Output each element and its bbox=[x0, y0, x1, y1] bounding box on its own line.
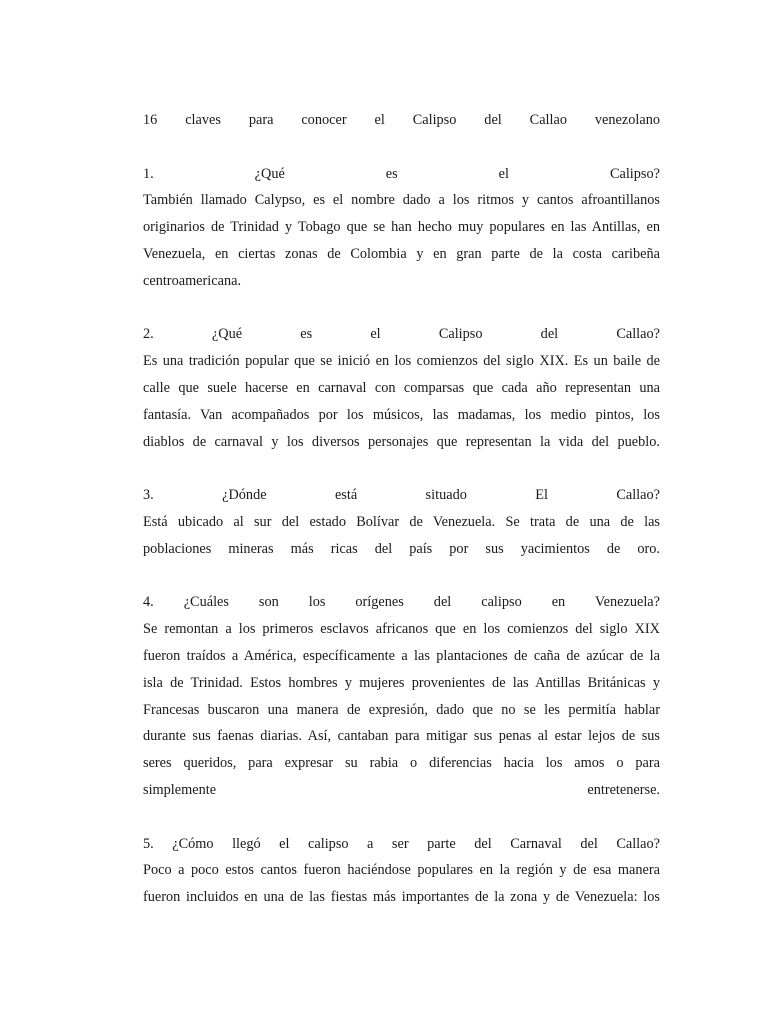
section-4 bbox=[143, 589, 660, 803]
body-line: durante sus faenas diarias. Así, cantaban para mitigar sus penas al estar lejos de sus bbox=[143, 728, 660, 745]
paragraph-spacer bbox=[143, 563, 660, 590]
body-line: Está ubicado al sur del estado Bolívar de Venezuela. Se trata de una de las bbox=[143, 513, 660, 530]
body-line: fueron traídos a América, específicamente a las plantaciones de caña de azúcar de la bbox=[143, 647, 660, 664]
paragraph-spacer bbox=[143, 455, 660, 482]
section-5 bbox=[143, 831, 660, 911]
body-line: fueron incluidos en una de las fiestas más importantes de la zona y de Venezuela: los bbox=[143, 889, 660, 906]
body-line: diablos de carnaval y los diversos personajes que representan la vida del pueblo. bbox=[143, 433, 660, 450]
body-line: fantasía. Van acompañados por los músicos, las madamas, los medio pintos, los bbox=[143, 406, 660, 423]
section-heading: 4. ¿Cuáles son los orígenes del calipso en Venezuela? bbox=[143, 594, 660, 611]
section-heading: 3. ¿Dónde está situado El Callao? bbox=[143, 487, 660, 504]
paragraph-spacer bbox=[143, 134, 660, 161]
body-line: seres queridos, para expresar su rabia o diferencias hacia los amos o para bbox=[143, 755, 660, 772]
body-line: Venezuela, en ciertas zonas de Colombia y en gran parte de la costa caribeña bbox=[143, 245, 660, 262]
section-2 bbox=[143, 321, 660, 455]
body-line: poblaciones mineras más ricas del país por sus yacimientos de oro. bbox=[143, 540, 660, 557]
section-1 bbox=[143, 161, 660, 295]
body-line: Francesas buscaron una manera de expresión, dado que no se les permitía hablar bbox=[143, 701, 660, 718]
body-line: centroamericana. bbox=[143, 272, 242, 289]
body-line: isla de Trinidad. Estos hombres y mujeres provenientes de las Antillas Británicas y bbox=[143, 674, 660, 691]
section-heading: 1. ¿Qué es el Calipso? bbox=[143, 165, 660, 182]
section-heading: 5. ¿Cómo llegó el calipso a ser parte del Carnaval del Callao? bbox=[143, 835, 660, 852]
paragraph-spacer bbox=[143, 295, 660, 322]
section-3 bbox=[143, 482, 660, 562]
body-line: Es una tradición popular que se inició en los comienzos del siglo XIX. Es un baile de bbox=[143, 353, 660, 370]
document-page bbox=[143, 107, 660, 911]
body-line: También llamado Calypso, es el nombre dado a los ritmos y cantos afroantillanos bbox=[143, 192, 660, 209]
section-heading: 2. ¿Qué es el Calipso del Callao? bbox=[143, 326, 660, 343]
body-line: simplemente entretenerse. bbox=[143, 781, 660, 798]
body-line: Poco a poco estos cantos fueron haciéndose populares en la región y de esa manera bbox=[143, 862, 660, 879]
body-line: originarios de Trinidad y Tobago que se han hecho muy populares en las Antillas, en bbox=[143, 219, 660, 236]
body-line: calle que suele hacerse en carnaval con comparsas que cada año representan una bbox=[143, 379, 660, 396]
body-line: Se remontan a los primeros esclavos africanos que en los comienzos del siglo XIX bbox=[143, 621, 660, 638]
document-title: 16 claves para conocer el Calipso del Callao venezolano bbox=[143, 112, 660, 128]
paragraph-spacer bbox=[143, 804, 660, 831]
